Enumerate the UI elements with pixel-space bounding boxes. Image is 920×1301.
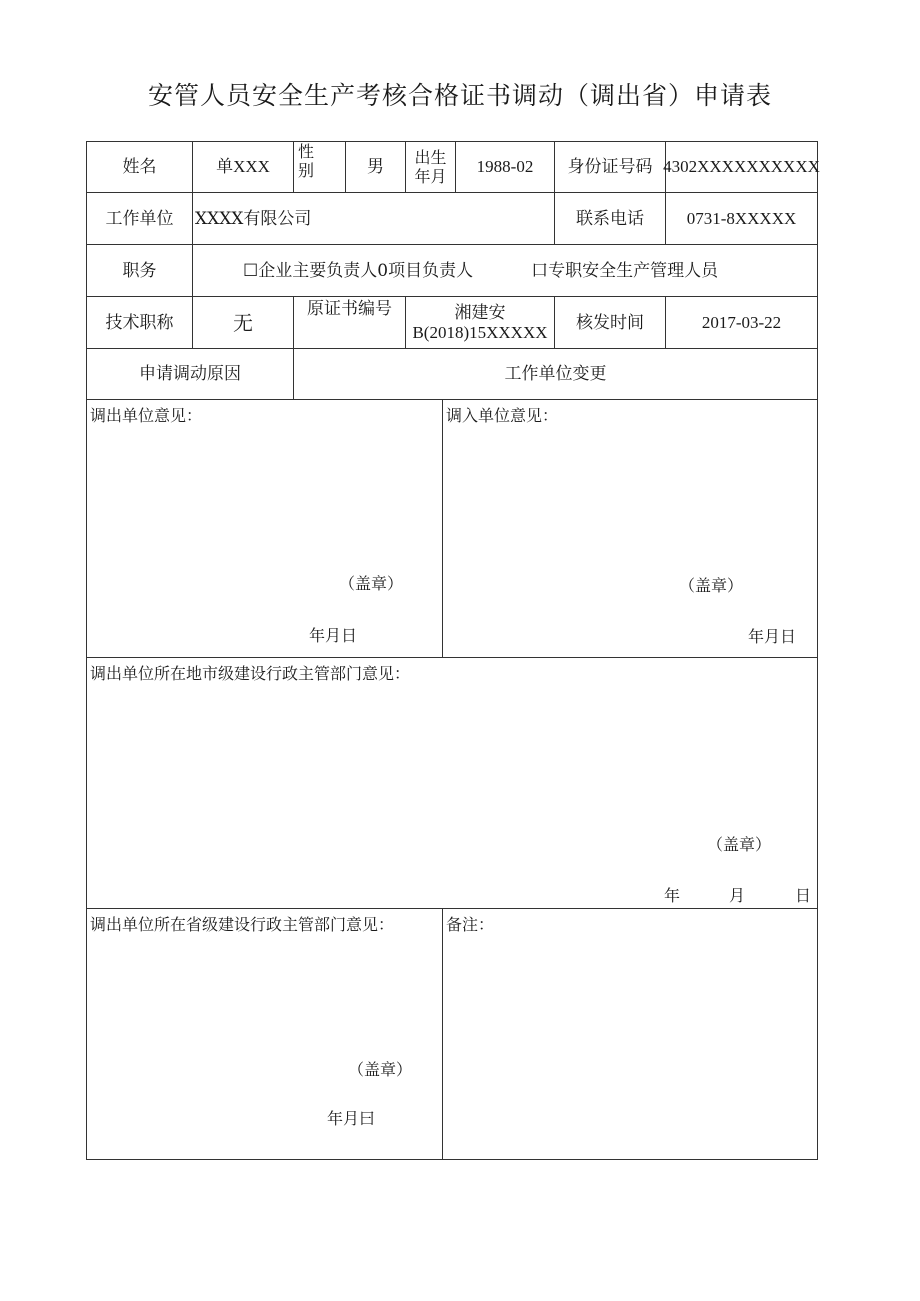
row-transfer-reason — [87, 349, 817, 400]
birth-label — [406, 142, 456, 192]
tech-title-label: 技术职称 — [87, 297, 193, 348]
row-basic-info — [87, 142, 820, 193]
row-duty — [87, 245, 817, 297]
cert-number-line2: B(2018)15XXXXX — [412, 322, 548, 342]
option-enterprise-head[interactable]: ☐企业主要负责人 — [243, 260, 378, 281]
remarks-label: 备注： — [446, 915, 495, 934]
gender-value[interactable]: 男 — [346, 142, 406, 192]
province-dept-stamp: （盖章） — [348, 1060, 413, 1079]
id-label: 身份证号码 — [555, 142, 666, 192]
row-certificate — [87, 297, 817, 349]
cert-number-value[interactable] — [406, 297, 555, 348]
name-label: 姓名 — [87, 142, 193, 192]
issue-date-label: 核发时间 — [555, 297, 666, 348]
tech-title-value[interactable]: 无 — [193, 297, 294, 348]
in-unit-date: 年月日 — [748, 627, 797, 646]
city-dept-year: 年 — [664, 886, 681, 905]
row-unit-opinions — [87, 400, 817, 658]
form-title: 安管人员安全生产考核合格证书调动（调出省）申请表 — [147, 81, 772, 110]
application-form — [86, 141, 818, 1160]
row-city-dept-opinion — [87, 658, 817, 909]
gender-label — [294, 142, 346, 192]
phone-value[interactable]: 0731-8XXXXX — [686, 208, 797, 228]
name-value[interactable]: 单XXX — [193, 142, 294, 192]
id-value[interactable]: 4302XXXXXXXXXX — [663, 157, 820, 176]
duty-label: 职务 — [87, 245, 193, 296]
city-dept-opinion-label: 调出单位所在地市级建设行政主管部门意见： — [90, 664, 411, 683]
city-dept-stamp: （盖章） — [707, 835, 772, 854]
in-unit-opinion[interactable] — [443, 400, 817, 657]
city-dept-month: 月 — [729, 886, 746, 905]
province-dept-date: 年月曰 — [327, 1109, 376, 1128]
birth-value[interactable]: 1988-02 — [456, 142, 555, 192]
in-unit-opinion-label: 调入单位意见： — [446, 406, 559, 425]
duty-options — [193, 245, 817, 296]
issue-date-value[interactable]: 2017-03-22 — [701, 312, 782, 332]
birth-label-text: 出生年月 — [414, 148, 447, 186]
out-unit-opinion-label: 调出单位意见： — [90, 406, 203, 425]
remarks[interactable] — [443, 909, 817, 1159]
city-dept-day: 日 — [795, 886, 812, 905]
work-unit-value[interactable]: XXXX有限公司 — [193, 193, 555, 244]
cert-number-line1: 湘建安 — [454, 302, 506, 323]
cert-number-label: 原证书编号 — [294, 297, 406, 348]
in-unit-stamp: （盖章） — [679, 576, 744, 595]
work-unit-label: 工作单位 — [87, 193, 193, 244]
out-unit-stamp: （盖章） — [339, 574, 404, 593]
city-dept-opinion[interactable] — [87, 658, 817, 908]
province-dept-opinion[interactable] — [87, 909, 443, 1159]
out-unit-date: 年月日 — [309, 626, 358, 645]
row-work-unit — [87, 193, 817, 245]
transfer-reason-label: 申请调动原因 — [87, 349, 294, 399]
transfer-reason-value[interactable]: 工作单位变更 — [504, 364, 607, 384]
row-province-dept-remarks — [87, 909, 817, 1159]
option-safety-manager[interactable]: 口专职安全生产管理人员 — [531, 260, 719, 281]
option-project-head[interactable]: 0项目负责人 — [377, 260, 474, 281]
out-unit-opinion[interactable] — [87, 400, 443, 657]
gender-label-text: 性别 — [297, 142, 314, 180]
province-dept-opinion-label: 调出单位所在省级建设行政主管部门意见： — [90, 915, 395, 934]
phone-label: 联系电话 — [555, 193, 666, 244]
